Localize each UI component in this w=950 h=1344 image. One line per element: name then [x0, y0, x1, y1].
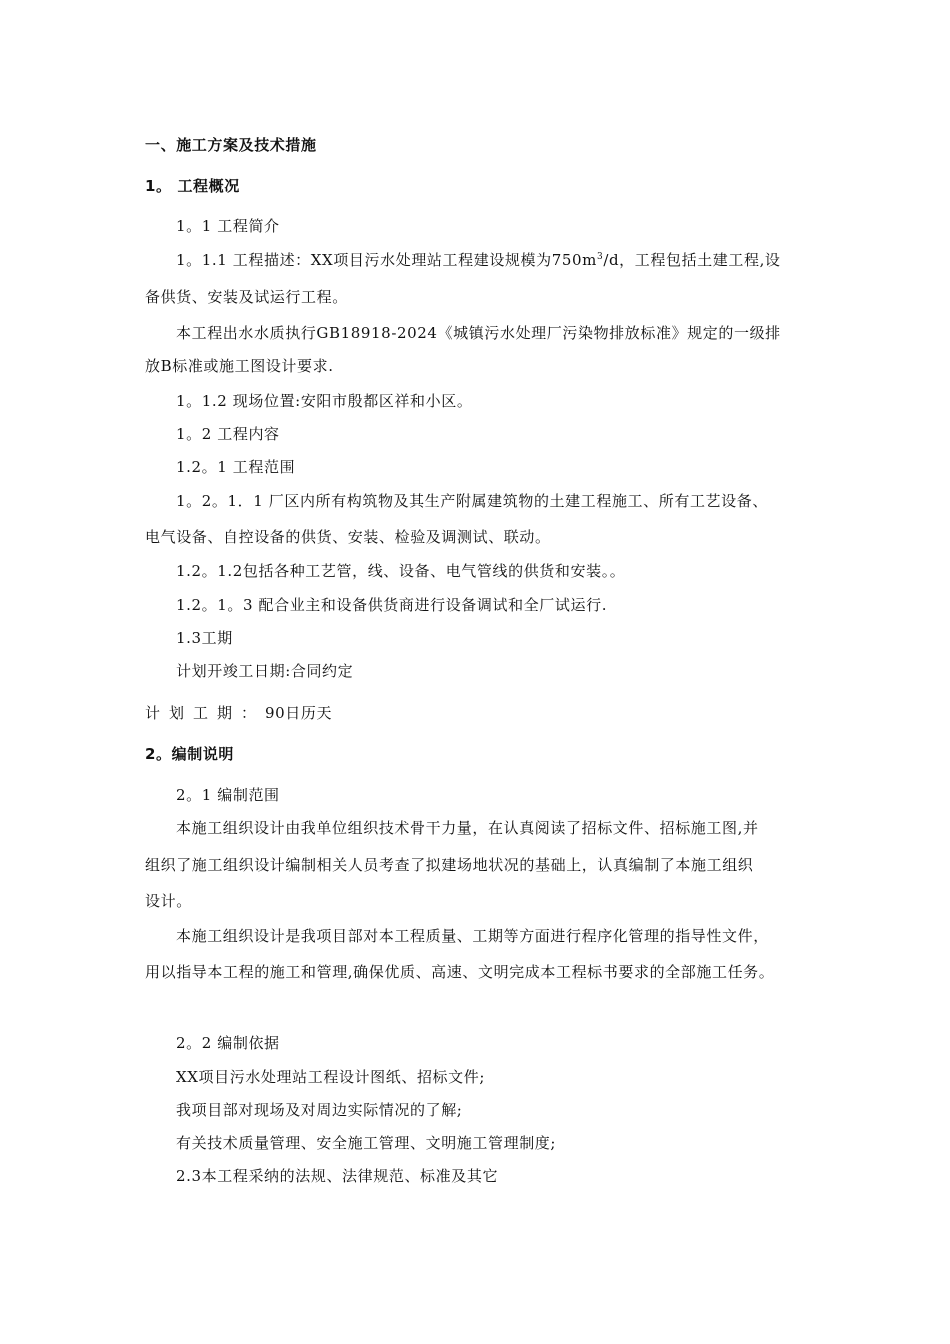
basis-item-1: XX项目污水处理站工程设计图纸、招标文件; — [176, 1068, 486, 1086]
basis-item-3: 有关技术质量管理、安全施工管理、文明施工管理制度; — [176, 1134, 557, 1152]
paragraph-1-1-2: 1。1.2 现场位置:安阳市殷都区祥和小区。 — [176, 392, 473, 410]
section-1-title: 1。 工程概况 — [145, 177, 240, 195]
subsection-2-3: 2.3本工程采纳的法规、法律规范、标准及其它 — [176, 1167, 499, 1185]
basis-item-2: 我项目部对现场及对周边实际情况的了解; — [176, 1101, 463, 1119]
paragraph-1-1-1-line1 — [176, 250, 781, 270]
plan-period-label: 计划工期： — [145, 704, 266, 722]
subsection-1-2: 1。2 工程内容 — [176, 425, 280, 443]
paragraph-1-1-1-line2: 备供货、安装及试运行工程。 — [145, 288, 348, 306]
paragraph-2-1-p2-line1: 本施工组织设计是我项目部对本工程质量、工期等方面进行程序化管理的指导性文件， — [176, 927, 769, 945]
subsection-1-1: 1。1 工程简介 — [176, 217, 280, 235]
plan-period — [145, 703, 332, 723]
subsection-1-3: 1.3工期 — [176, 629, 233, 647]
paragraph-standard-line1: 本工程出水水质执行GB18918-2024《城镇污水处理厂污染物排放标准》规定的一级排 — [176, 324, 781, 342]
paragraph-1-2-1-1-line2: 电气设备、自控设备的供货、安装、检验及调测试、联动。 — [145, 528, 551, 546]
paragraph-2-1-p2-line2: 用以指导本工程的施工和管理,确保优质、高速、文明完成本工程标书要求的全部施工任务。 — [145, 963, 775, 981]
superscript-3: 3 — [596, 252, 604, 262]
plan-dates: 计划开竣工日期:合同约定 — [176, 662, 354, 680]
paragraph-2-1-p1-line1: 本施工组织设计由我单位组织技术骨干力量，在认真阅读了招标文件、招标施工图,并 — [176, 819, 759, 837]
paragraph-1-1-1-text-a: 1。1.1 工程描述：XX项目污水处理站工程建设规模为750m — [176, 251, 597, 269]
subsection-1-2-1: 1.2。1 工程范围 — [176, 458, 296, 476]
paragraph-2-1-p1-line3: 设计。 — [145, 892, 192, 910]
section-heading-main: 一、施工方案及技术措施 — [145, 136, 317, 154]
paragraph-1-2-1-1-line1: 1。2。1．1 厂区内所有构筑物及其生产附属建筑物的土建工程施工、所有工艺设备、 — [176, 492, 768, 510]
paragraph-standard-line2: 放B标准或施工图设计要求. — [145, 357, 334, 375]
subsection-2-2: 2。2 编制依据 — [176, 1034, 280, 1052]
paragraph-1-2-1-3: 1.2。1。3 配合业主和设备供货商进行设备调试和全厂试运行. — [176, 596, 608, 614]
paragraph-1-2-1-2: 1.2。1.2包括各种工艺管，线、设备、电气管线的供货和安装。。 — [176, 562, 626, 580]
paragraph-2-1-p1-line2: 组织了施工组织设计编制相关人员考查了拟建场地状况的基础上，认真编制了本施工组织 — [145, 856, 754, 874]
paragraph-1-1-1-text-b: /d，工程包括土建工程,设 — [603, 251, 781, 269]
section-2-title: 2。编制说明 — [145, 745, 235, 763]
plan-period-value: 90日历天 — [265, 704, 333, 722]
subsection-2-1: 2。1 编制范围 — [176, 786, 280, 804]
